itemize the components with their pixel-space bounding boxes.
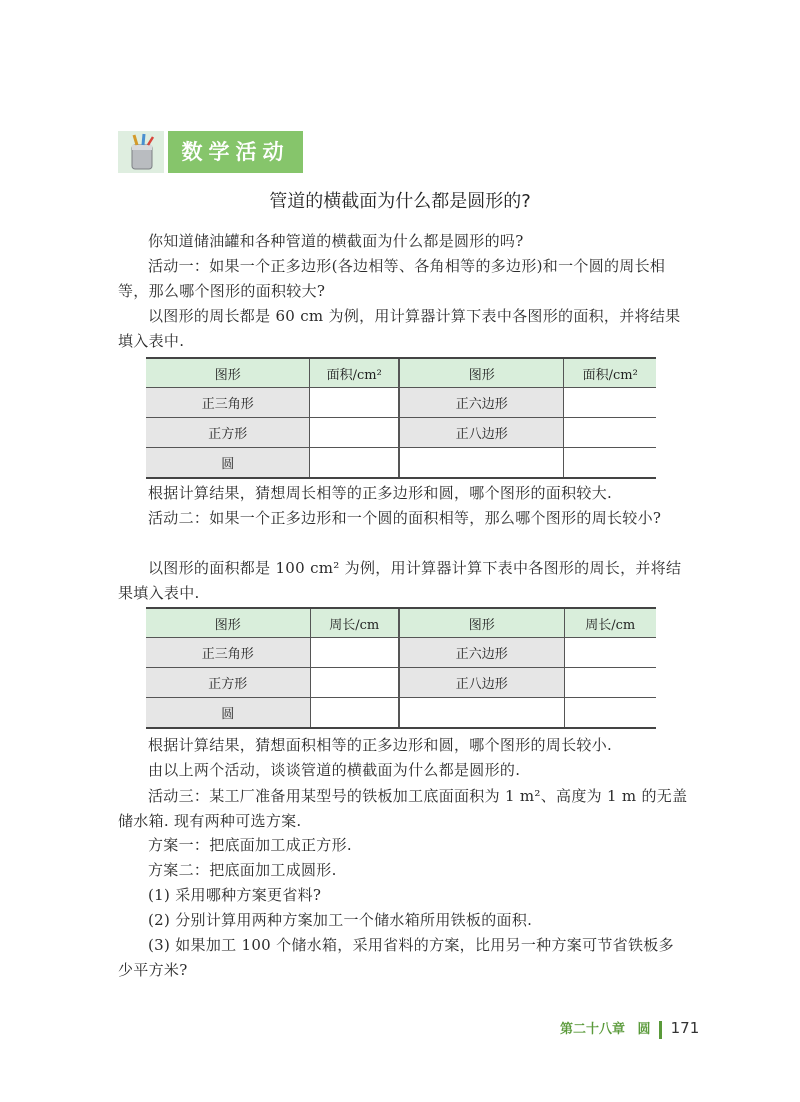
answer-cell [564, 638, 656, 668]
column-header: 周长/cm [310, 608, 399, 638]
answer-cell [310, 638, 399, 668]
plan-one: 方案一：把底面加工成正方形. [148, 836, 352, 854]
plan-two: 方案二：把底面加工成圆形. [148, 861, 337, 879]
shape-label: 正八边形 [399, 418, 564, 448]
empty-cell [399, 448, 564, 479]
answer-cell [310, 698, 399, 729]
answer-cell [564, 388, 656, 418]
answer-cell [310, 418, 399, 448]
activity-one-text: 活动一：如果一个正多边形(各边相等、各角相等的多边形)和一个圆的周长相等，那么哪个图形的面积较大? [118, 257, 666, 300]
shape-label: 正八边形 [399, 668, 564, 698]
footer-divider [659, 1021, 662, 1039]
question-3: (3) 如果加工 100 个储水箱，采用省料的方案，比用另一种方案可节省铁板多少平方米? [118, 936, 674, 979]
column-header: 图形 [146, 358, 310, 388]
shape-label: 正六边形 [399, 638, 564, 668]
perimeter-table [146, 607, 656, 729]
shape-label: 圆 [146, 448, 310, 479]
table-row [146, 388, 656, 418]
shape-label: 正方形 [146, 668, 310, 698]
column-header: 图形 [399, 608, 564, 638]
table-row [146, 698, 656, 729]
area-table [146, 357, 656, 479]
question-1: (1) 采用哪种方案更省料? [148, 886, 322, 904]
discussion-prompt: 由以上两个活动，谈谈管道的横截面为什么都是圆形的. [148, 761, 521, 779]
column-header: 面积/cm² [310, 358, 399, 388]
answer-cell [564, 668, 656, 698]
section-label: 圆 [637, 1022, 651, 1037]
empty-cell [564, 698, 656, 729]
answer-cell [310, 388, 399, 418]
table-row [146, 638, 656, 668]
answer-cell [310, 448, 399, 479]
table-row [146, 418, 656, 448]
activity-one-instruction: 以图形的周长都是 60 cm 为例，用计算器计算下表中各图形的面积，并将结果填入表中. [118, 307, 681, 350]
empty-cell [564, 448, 656, 479]
page-footer [560, 1018, 699, 1040]
column-header: 图形 [146, 608, 310, 638]
shape-label: 正三角形 [146, 388, 310, 418]
table-row [146, 448, 656, 479]
answer-cell [310, 668, 399, 698]
column-header: 图形 [399, 358, 564, 388]
banner-label: 数学活动 [168, 131, 303, 173]
activity-two-text: 活动二：如果一个正多边形和一个圆的面积相等，那么哪个图形的周长较小? [148, 509, 662, 527]
chapter-label: 第二十八章 [560, 1022, 626, 1037]
empty-cell [399, 698, 564, 729]
column-header: 周长/cm [564, 608, 656, 638]
activity-three-text: 活动三：某工厂准备用某型号的铁板加工底面面积为 1 m²、高度为 1 m 的无盖储水箱. 现有两种可选方案. [118, 787, 688, 830]
page-title: 管道的横截面为什么都是圆形的? [269, 191, 531, 212]
pencil-cup-icon [118, 131, 164, 173]
shape-label: 圆 [146, 698, 310, 729]
activity-banner [118, 131, 303, 173]
shape-label: 正方形 [146, 418, 310, 448]
shape-label: 正三角形 [146, 638, 310, 668]
table-row [146, 668, 656, 698]
table-header-row [146, 358, 656, 388]
intro-question: 你知道储油罐和各种管道的横截面为什么都是圆形的吗? [148, 232, 524, 250]
table-header-row [146, 608, 656, 638]
activity-one-conjecture: 根据计算结果，猜想周长相等的正多边形和圆，哪个图形的面积较大. [148, 484, 613, 502]
column-header: 面积/cm² [564, 358, 656, 388]
page-number: 171 [670, 1019, 700, 1037]
answer-cell [564, 418, 656, 448]
activity-two-instruction: 以图形的面积都是 100 cm² 为例，用计算器计算下表中各图形的周长，并将结果填入表中. [118, 559, 682, 602]
question-2: (2) 分别计算用两种方案加工一个储水箱所用铁板的面积. [148, 911, 533, 929]
shape-label: 正六边形 [399, 388, 564, 418]
activity-two-conjecture: 根据计算结果，猜想面积相等的正多边形和圆，哪个图形的周长较小. [148, 736, 613, 754]
